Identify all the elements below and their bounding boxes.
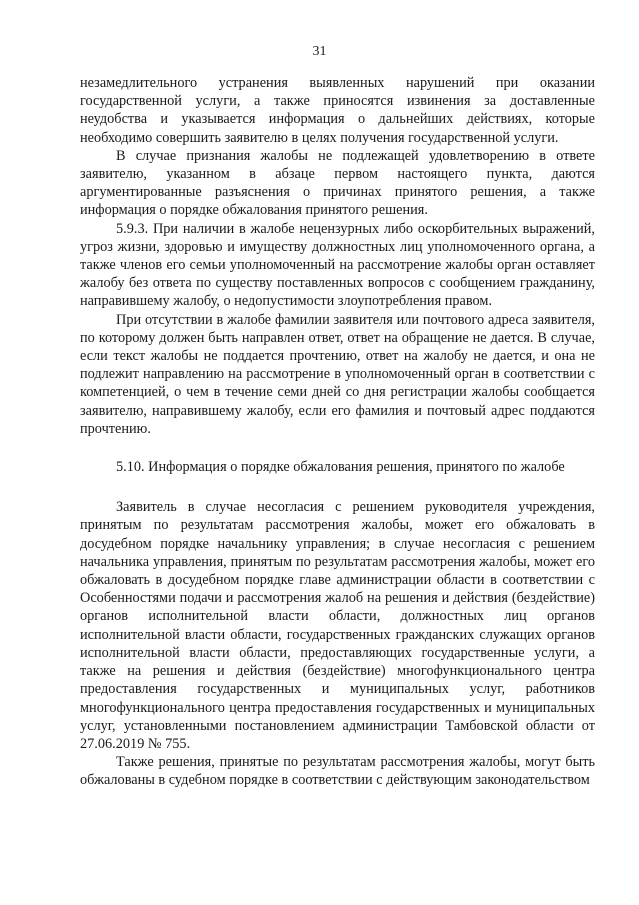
page-number: 31 (312, 44, 327, 59)
paragraph-rejection-answer: В случае признания жалобы не подлежащей удовлетворению в ответе заявителю, указанном в абзаце первом настоящего пункта, даются аргументированные разъяснения о причинах принятого решения, а также информация о порядке обжалования принятого решения. (80, 147, 595, 219)
section-heading-5-10: 5.10. Информация о порядке обжалования решения, принятого по жалобе (116, 459, 565, 476)
paragraph-missing-address: При отсутствии в жалобе фамилии заявителя или почтового адреса заявителя, по которому должен быть направлен ответ, ответ на обращение не дается. В случае, если текст жалобы не поддается прочтению, ответ на жалобу не дается, и она не подлежит направлению на рассмотрение в уполномоченный орган в соответствии с компетенцией, о чем в течение семи дней со дня регистрации жалобы сообщается заявителю, направившему жалобу, если его фамилия и почтовый адрес поддаются прочтению. (80, 311, 595, 437)
document-body (80, 74, 595, 790)
paragraph-court-appeal: Также решения, принятые по результатам рассмотрения жалобы, могут быть обжалованы в судебном порядке в соответствии с действующим законодательством (80, 754, 595, 789)
paragraph-continuation: незамедлительного устранения выявленных нарушений при оказании государственной услуги, а также приносятся извинения за доставленные неудобства и указывается информация о дальнейших действиях, которые необходимо совершить заявителю в целях получения государственной услуги. (80, 75, 595, 146)
paragraph-appeal-procedure: Заявитель в случае несогласия с решением руководителя учреждения, принятым по результатам рассмотрения жалобы, может его обжаловать в досудебном порядке начальнику управления; в случае несогласия с решением начальника управления, принятым по результатам рассмотрения жалобы, может его обжаловать в досудебном порядке главе администрации области в соответствии с Особенностями подачи и рассмотрения жалоб на решения и действия (бездействие) органов исполнительной власти области, должностных лиц органов исполнительной власти области, государственных гражданских служащих органов исполнительной власти области, предоставляющих государственные услуги, а также на решения и действия (бездействие) многофункционального центра предоставления государственных и муниципальных услуг, работников многофункционального центра предоставления государственных и муниципальных услуг, установленными постановлением администрации Тамбовской области от 27.06.2019 № 755. (80, 499, 595, 752)
paragraph-5-9-3: 5.9.3. При наличии в жалобе нецензурных либо оскорбительных выражений, угроз жизни, здоровью и имуществу должностных лиц уполномоченного органа, а также членов его семьи уполномоченный на рассмотрение жалобы орган оставляет жалобу без ответа по существу поставленных вопросов с сообщением гражданину, направившему жалобу, о недопустимости злоупотребления правом. (80, 220, 595, 310)
